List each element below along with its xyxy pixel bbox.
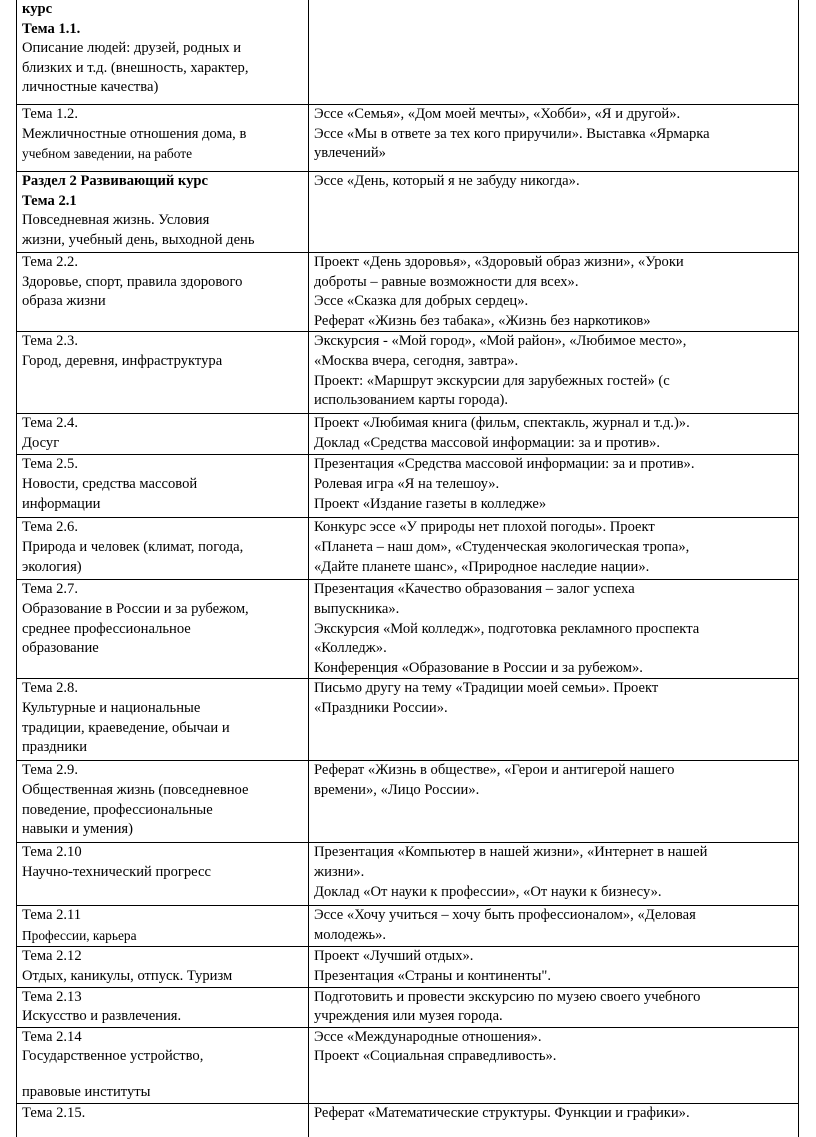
assignment-line: Конкурс эссе «У природы нет плохой погоды». Проект [314,519,655,536]
topic-line: Тема 2.14 [22,1028,82,1045]
assignment-line: Реферат «Математические структуры. Функции и графики». [314,1104,690,1121]
table-row [17,947,799,987]
assignment-line: Проект «Лучший отдых». [314,948,474,965]
topic-line: курс [22,1,53,17]
assignment-line: Эссе «Семья», «Дом моей мечты», «Хобби», «Я и другой». [314,106,681,122]
assignment-line: Эссе «Сказка для добрых сердец». [314,293,529,310]
assignment-line: Проект «День здоровья», «Здоровый образ жизни», «Уроки [314,254,684,270]
assignment-line: Презентация «Компьютер в нашей жизни», «Интернет в нашей [314,844,708,861]
topic-line: Повседневная жизнь. Условия [22,212,210,229]
assignment-cell [309,0,799,105]
assignment-line: Экскурсия - «Мой город», «Мой район», «Любимое место», [314,333,687,350]
topic-cell [17,253,309,332]
topic-line: Тема 2.4. [22,415,78,432]
topic-line: Тема 2.8. [22,680,78,697]
table-row [17,843,799,906]
topic-cell [17,172,309,253]
topic-line: образа жизни [22,293,106,310]
assignment-line: учреждения или музея города. [314,1008,503,1025]
assignment-line: «Москва вчера, сегодня, завтра». [314,352,519,369]
table-row [17,679,799,761]
table-row [17,580,799,679]
assignment-line: «Колледж». [314,640,387,657]
assignment-cell [309,414,799,455]
assignment-line: «Планета – наш дом», «Студенческая экологическая тропа», [314,538,690,555]
topic-line: Новости, средства массовой [22,475,198,492]
topic-line: Образование в России и за рубежом, [22,600,249,617]
assignment-line: Презентация «Страны и континенты". [314,967,551,984]
assignment-line: Проект «Социальная справедливость». [314,1048,557,1065]
topic-line: Раздел 2 Развивающий курс [22,173,209,189]
topic-line: Тема 2.12 [22,948,82,965]
topic-line: Межличностные отношения дома, в [22,125,247,142]
assignment-line: Экскурсия «Мой колледж», подготовка рекламного проспекта [314,620,700,637]
topic-line: Отдых, каникулы, отпуск. Туризм [22,967,233,984]
assignment-line: молодежь». [314,926,387,943]
assignment-cell [309,947,799,987]
assignment-line: Доклад «Средства массовой информации: за и против». [314,434,661,451]
assignment-line: Реферат «Жизнь в обществе», «Герои и антигерой нашего [314,762,675,779]
assignment-cell [309,987,799,1027]
topic-line: Искусство и развлечения. [22,1008,182,1025]
table-row [17,0,799,105]
assignment-line: Ролевая игра «Я на телешоу». [314,475,500,492]
table-row [17,332,799,414]
assignment-line: Доклад «От науки к профессии», «От науки к бизнесу». [314,883,662,900]
assignment-line: жизни». [314,863,365,880]
table-row [17,105,799,172]
assignment-line: времени», «Лицо России». [314,781,480,798]
topic-line: поведение, профессиональные [22,801,213,818]
topic-line: личностные качества) [22,79,159,96]
assignment-line: Эссе «Хочу учиться – хочу быть профессионалом», «Деловая [314,907,696,924]
assignment-line: Эссе «День, который я не забуду никогда». [314,173,580,189]
topic-line: Тема 2.2. [22,254,78,270]
topic-cell [17,0,309,105]
table-row [17,761,799,843]
table-row [17,906,799,947]
topic-line: жизни, учебный день, выходной день [22,231,255,248]
topic-line: Тема 2.9. [22,762,78,779]
table-row [17,1103,799,1137]
topic-cell [17,761,309,843]
topic-line: Общественная жизнь (повседневное [22,781,249,798]
assignment-cell [309,1027,799,1103]
topic-line: близких и т.д. (внешность, характер, [22,59,249,76]
assignment-line: Презентация «Качество образования – залог успеха [314,581,635,598]
topic-line: Описание людей: друзей, родных и [22,40,242,57]
topic-line: учебном заведении, на работе [22,146,193,162]
table-row [17,172,799,253]
assignment-cell [309,455,799,518]
topic-line: Тема 1.2. [22,106,78,122]
assignment-line: Проект «Любимая книга (фильм, спектакль, журнал и т.д.)». [314,415,690,432]
topic-line: образование [22,640,99,657]
topic-cell [17,518,309,580]
topic-line: Город, деревня, инфраструктура [22,352,223,369]
assignment-cell [309,580,799,679]
topic-line: традиции, краеведение, обычаи и [22,719,230,736]
topic-line: Здоровье, спорт, правила здорового [22,273,243,290]
topic-cell [17,1103,309,1137]
topic-cell [17,947,309,987]
topics-table [16,0,799,1137]
topic-cell [17,906,309,947]
assignment-cell [309,843,799,906]
topic-line: Тема 2.11 [22,907,82,924]
assignment-cell [309,332,799,414]
topic-cell [17,105,309,172]
table-row [17,414,799,455]
assignment-line: доброты – равные возможности для всех». [314,273,579,290]
assignment-cell [309,761,799,843]
assignment-cell [309,253,799,332]
assignment-cell [309,105,799,172]
topic-line: Тема 1.1. [22,20,81,37]
topic-line: Тема 2.7. [22,581,78,598]
assignment-cell [309,172,799,253]
topic-cell [17,843,309,906]
assignment-cell [309,679,799,761]
assignment-line: Эссе «Мы в ответе за тех кого приручили». Выставка «Ярмарка [314,125,710,142]
topic-line: Тема 2.6. [22,519,78,536]
topic-line: Тема 2.1 [22,192,77,209]
topic-line: Научно-технический прогресс [22,863,211,880]
table-row [17,253,799,332]
topic-line: Тема 2.15. [22,1104,86,1121]
assignment-line: увлечений» [314,145,386,162]
topic-line: навыки и умения) [22,821,133,838]
topic-line: Профессии, карьера [22,927,137,943]
assignment-line: Проект: «Маршрут экскурсии для зарубежных гостей» (с [314,372,670,389]
assignment-line: Проект «Издание газеты в колледже» [314,495,547,512]
assignment-line: Конференция «Образование в России и за рубежом». [314,659,643,676]
assignment-line: использованием карты города). [314,392,509,409]
assignment-line: «Дайте планете шанс», «Природное наследие нации». [314,558,650,575]
topics-table-body [17,0,799,1137]
topic-cell [17,332,309,414]
assignment-line: Эссе «Международные отношения». [314,1028,542,1045]
topic-line: Культурные и национальные [22,699,201,716]
assignment-line: «Праздники России». [314,699,448,716]
assignment-line: Презентация «Средства массовой информации: за и против». [314,456,695,473]
topic-line: Тема 2.13 [22,988,82,1005]
assignment-cell [309,518,799,580]
assignment-cell [309,1103,799,1137]
assignment-line: Реферат «Жизнь без табака», «Жизнь без наркотиков» [314,312,651,329]
topic-line: информации [22,495,101,512]
topic-cell [17,580,309,679]
topic-line: Тема 2.3. [22,333,78,350]
topic-line: правовые институты [22,1083,151,1100]
topic-line: Государственное устройство, [22,1048,204,1065]
topic-line: Тема 2.5. [22,456,78,473]
assignment-line: Подготовить и провести экскурсию по музею своего учебного [314,988,701,1005]
topic-line [22,1067,304,1083]
table-row [17,1027,799,1103]
topic-cell [17,679,309,761]
topic-line: Досуг [22,434,60,451]
topic-line: Тема 2.10 [22,844,82,861]
assignment-cell [309,906,799,947]
assignment-line: Письмо другу на тему «Традиции моей семьи». Проект [314,680,659,697]
topic-cell [17,455,309,518]
topic-line: среднее профессиональное [22,620,191,637]
topic-line: экология) [22,558,82,575]
table-row [17,455,799,518]
table-row [17,518,799,580]
table-row [17,987,799,1027]
topic-cell [17,1027,309,1103]
assignment-line: выпускника». [314,600,400,617]
topic-cell [17,987,309,1027]
topic-cell [17,414,309,455]
topic-line: Природа и человек (климат, погода, [22,538,244,555]
topic-line: праздники [22,739,88,756]
